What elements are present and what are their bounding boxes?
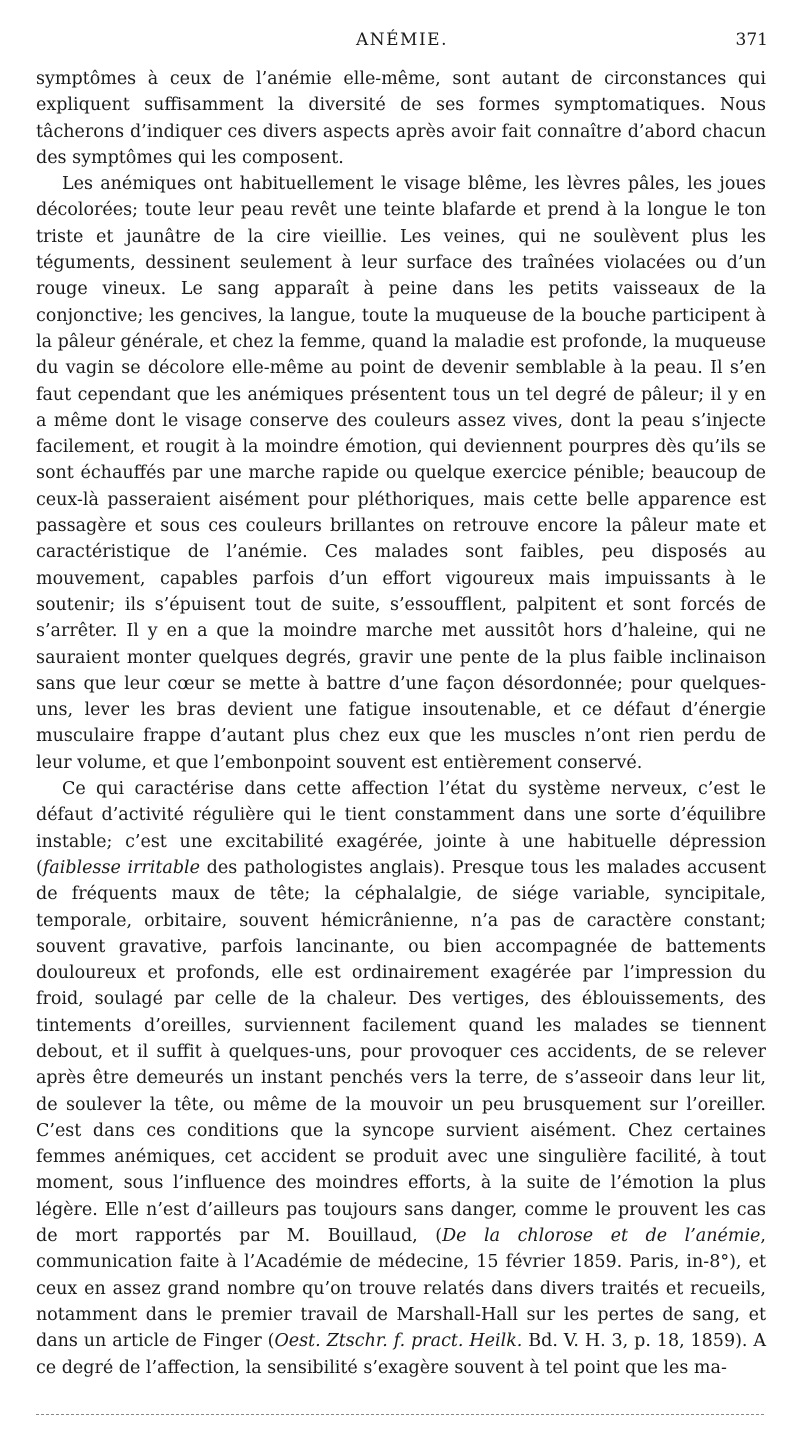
paragraph <box>36 66 766 171</box>
body-text <box>36 66 766 1381</box>
text-run: Les anémiques ont habituellement le visage blême, les lèvres pâles, les joues décolorées; toute leur peau revêt une teinte blafarde et prend à la longue le ton triste et jaunâtre de la cire vieillie. Les veines, qui ne soulèvent plus les téguments, dessinent seulement à leur surface des traînées violacées ou d’un rouge vineux. Le sang apparaît à peine dans les petits vaisseaux de la conjonctive; les gencives, la langue, toute la muqueuse de la bouche participent à la pâleur générale, et chez la femme, quand la maladie est profonde, la muqueuse du vagin se décolore elle-même au point de devenir semblable à la peau. Il s’en faut cependant que les anémiques présentent tous un tel degré de pâleur; il y en a même dont le visage conserve des couleurs assez vives, dont la peau s’injecte facilement, et rougit à la moindre émotion, qui deviennent pourpres dès qu’ils se sont échauffés par une marche rapide ou quelque exercice pénible; beaucoup de ceux-là passeraient aisément pour pléthoriques, mais cette belle apparence est passagère et sous ces couleurs brillantes on retrouve encore la pâleur mate et caractéristique de l’anémie. Ces malades sont faibles, peu disposés au mouvement, capables parfois d’un effort vigoureux mais impuissants à le soutenir; ils s’épuisent tout de suite, s’essoufflent, palpitent et sont forcés de s’arrêter. Il y en a que la moindre marche met aussitôt hors d’haleine, qui ne sauraient monter quelques degrés, gravir une pente de la plus faible inclinaison sans que leur cœur se mette à battre d’une façon désordonnée; pour quelques-uns, lever les bras devient une fatigue insoutenable, et ce défaut d’énergie musculaire frappe d’autant plus chez eux que les muscles n’ont rien perdu de leur volume, et que l’embonpoint souvent est entièrement conservé. <box>36 174 766 773</box>
text-run: Ce qui caractérise dans cette affection l’état du système nerveux, c’est le défaut d’activité régulière qui le tient constamment dans une sorte d’équilibre instable; c’est une excitabilité exagérée, jointe à une habituelle dépression ( <box>36 779 766 878</box>
italic-text: faiblesse irritable <box>42 857 201 878</box>
text-run: des pathologistes anglais). Presque tous les malades accusent de fréquents maux de tête; la céphalalgie, de siége variable, syncipitale, temporale, orbitaire, souvent hémicrânienne, n’a pas de caractère constant; souvent gravative, parfois lancinante, ou bien accompagnée de battements douloureux et profonds, elle est ordinairement exagérée par l’impression du froid, soulagé par celle de la chaleur. Des vertiges, des éblouissements, des tintements d’oreilles, surviennent facilement quand les malades se tiennent debout, et il suffit à quelques-uns, pour provoquer ces accidents, de se relever après être demeurés un instant penchés vers la terre, de s’asseoir dans leur lit, de soulever la tête, ou même de la mouvoir un peu brusquement sur l’oreiller. C’est dans ces conditions que la syncope survient aisément. Chez certaines femmes anémiques, cet accident se produit avec une singulière facilité, à tout moment, sous l’influence des moindres efforts, à la suite de l’émotion la plus légère. Elle n’est d’ailleurs pas toujours sans danger, comme le prouvent les cas de mort rapportés par M. Bouillaud, ( <box>36 857 767 1247</box>
page-number: 371 <box>735 30 768 50</box>
text-run: symptômes à ceux de l’anémie elle-même, sont autant de circonstances qui expliquent suffisamment la diversité de ses formes symptomatiques. Nous tâcherons d’indiquer ces divers aspects après avoir fait connaître d’abord chacun des symptômes qui les composent. <box>36 69 766 168</box>
text-run: Bd. V. H. 3, p. 18, 1859). A ce degré de l’affection, la sensibilité s’exagère souvent à tel point que les ma- <box>36 1331 767 1378</box>
bottom-divider <box>36 1414 764 1415</box>
paragraph <box>36 776 766 1381</box>
italic-text: Oest. Ztschr. f. pract. Heilk. <box>274 1331 523 1352</box>
italic-text: De la chlorose et de l’anémie <box>442 1226 761 1247</box>
paragraph <box>36 171 766 776</box>
text-run: , communication faite à l’Académie de médecine, 15 février 1859. Paris, in-8°), et ceux en assez grand nombre qu’on trouve relatés dans divers traités et recueils, notamment dans le premier travail de Marshall-Hall sur les pertes de sang, et dans un article de Finger ( <box>36 1226 766 1352</box>
running-title: ANÉMIE. <box>356 30 448 50</box>
page-header <box>36 30 768 54</box>
